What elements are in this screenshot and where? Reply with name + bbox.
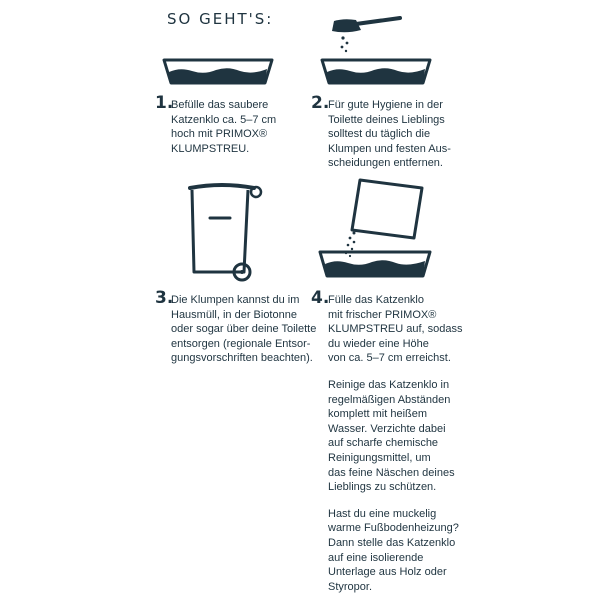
text-line: Klumpen und festen Aus- (328, 142, 451, 155)
text-line: du wieder eine Höhe (328, 337, 429, 350)
pouring-bag-icon (314, 176, 438, 286)
text-line: Lieblings zu schützen. (328, 481, 437, 494)
text-line: auf eine isolierende (328, 551, 424, 564)
text-line: das feine Näschen deines (328, 466, 455, 479)
text-line: warme Fußbodenheizung? (328, 522, 459, 535)
step-2-text (328, 98, 451, 171)
waste-bin-icon (182, 180, 266, 284)
step-number: 3. (155, 288, 174, 308)
page-title: SO GEHT'S: (167, 10, 274, 28)
text-line: Für gute Hygiene in der (328, 99, 443, 111)
step-number: 4. (311, 288, 330, 308)
text-line: von ca. 5–7 cm erreichst. (328, 352, 451, 365)
text-line: Wasser. Verzichte dabei (328, 422, 446, 435)
text-line: KLUMPSTREU auf, sodass (328, 323, 463, 336)
text-line: entsorgen (regionale Entsor- (171, 337, 311, 350)
text-line: Dann stelle das Katzenklo (328, 536, 456, 549)
text-line: Hausmüll, in der Biotonne (171, 308, 297, 321)
paragraph (328, 507, 463, 595)
text-line: oder sogar über deine Toilette (171, 323, 317, 336)
step-3-text (171, 293, 316, 366)
text-line: Reinigungsmittel, um (328, 451, 431, 464)
text-line: scheidungen entfernen. (328, 157, 443, 170)
text-line: komplett mit heißem (328, 408, 428, 421)
text-line: Befülle das saubere (171, 99, 269, 111)
text-line: mit frischer PRIMOX® (328, 308, 437, 321)
text-line: Reinige das Katzenklo in (328, 378, 450, 391)
text-line: solltest du täglich die (328, 128, 431, 141)
text-line: Hast du eine muckelig (328, 507, 437, 520)
step-1-text (171, 98, 276, 156)
text-line: Toilette deines Lieblings (328, 113, 445, 126)
text-line: auf scharfe chemische (328, 437, 439, 450)
text-line: Fülle das Katzenklo (328, 294, 424, 306)
text-line: hoch mit PRIMOX® (171, 128, 268, 141)
scoop-over-litter-box-icon (316, 14, 436, 90)
litter-box-icon (158, 50, 278, 90)
text-line: KLUMPSTREU. (171, 142, 250, 155)
text-line: regelmäßigen Abständen (328, 393, 451, 406)
text-line: Die Klumpen kannst du im (171, 294, 300, 306)
paragraph (328, 293, 463, 366)
step-number: 1. (155, 93, 174, 113)
step-number: 2. (311, 93, 330, 113)
text-line: Unterlage aus Holz oder (328, 566, 447, 579)
step-4-text (328, 293, 463, 606)
paragraph (328, 378, 463, 495)
text-line: Styropor. (328, 580, 373, 593)
text-line: gungsvorschriften beachten). (171, 352, 313, 365)
text-line: Katzenklo ca. 5–7 cm (171, 113, 277, 126)
